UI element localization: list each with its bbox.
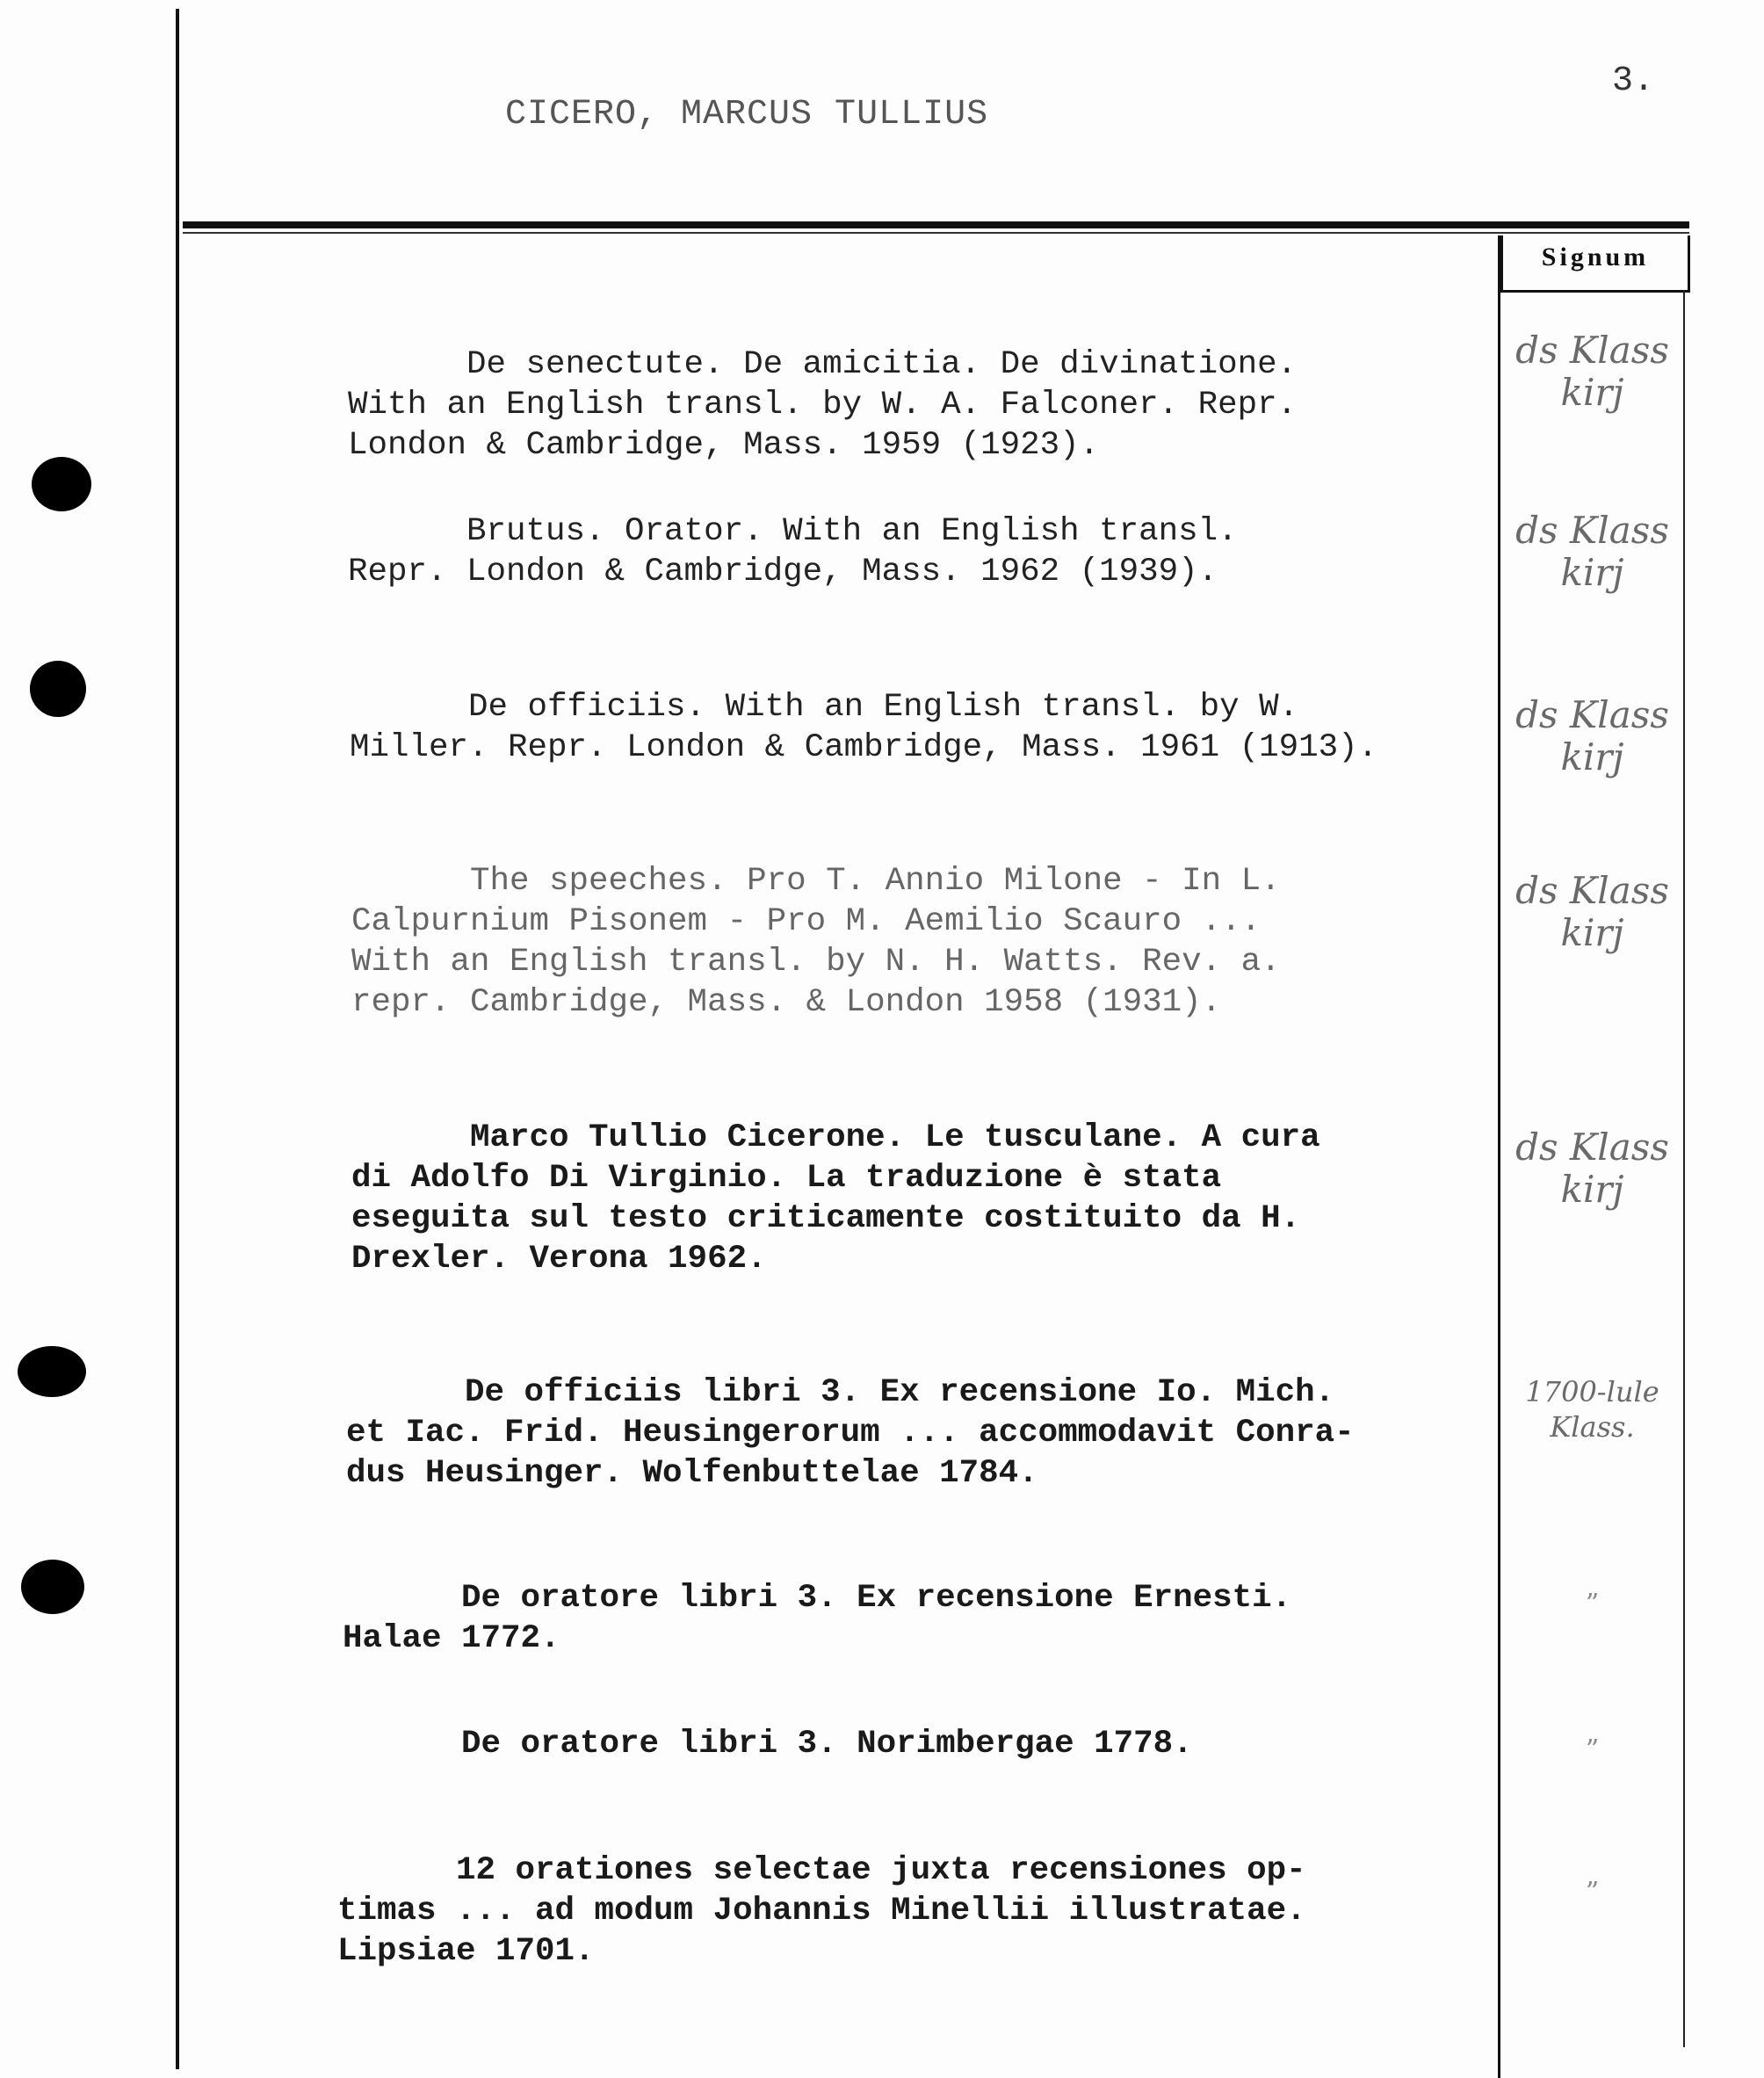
card-number: 3. [1612,62,1655,101]
catalog-entry: Brutus. Orator. With an English transl. Repr. London & Cambridge, Mass. 1962 (1939). [348,513,1238,590]
signum-handwritten: ds Klass kirj [1515,1126,1669,1211]
catalog-entry: The speeches. Pro T. Annio Milone - In L. Calpurnium Pisonem - Pro M. Aemilio Scauro ... With an English transl. by N. H. Watts. Rev. a. repr. Cambridge, Mass. & London 1958 (1931). [351,863,1281,1021]
author-heading: CICERO, MARCUS TULLIUS [505,95,989,134]
signum-handwritten: ds Klass kirj [1515,329,1669,414]
punch-hole [18,1346,86,1397]
signum-handwritten: ds Klass kirj [1515,693,1669,778]
signum-handwritten: ds Klass kirj [1515,509,1669,594]
catalog-entry: De senectute. De amicitia. De divinatione. With an English transl. by W. A. Falconer. Repr. London & Cambridge, Mass. 1959 (1923). [348,346,1298,464]
left-margin-rule [176,9,179,2069]
signum-header-box [1500,235,1690,293]
header-rule [183,221,1689,228]
signum-handwritten: 1700-lule Klass. [1525,1375,1659,1444]
catalog-entry: 12 orationes selectae juxta recensiones op- timas ... ad modum Johannis Minellii illustratae. Lipsiae 1701. [337,1852,1306,1970]
signum-label: Signum [1541,243,1650,272]
catalog-entry: De officiis libri 3. Ex recensione Io. Mich. et Iac. Frid. Heusingerorum ... accommodavit Conra- dus Heusinger. Wolfenbuttelae 1784. [346,1374,1355,1492]
signum-ditto: ” [1585,1877,1600,1908]
catalog-entry: De oratore libri 3. Norimbergae 1778. [343,1726,1193,1763]
signum-column-rule-right [1683,290,1685,2047]
signum-ditto: ” [1585,1589,1600,1619]
punch-hole [21,1560,84,1614]
catalog-entry: De officiis. With an English transl. by W. Miller. Repr. London & Cambridge, Mass. 1961 (1913). [350,689,1378,766]
punch-hole [32,457,91,511]
signum-ditto: ” [1585,1734,1600,1765]
header-rule-thin [183,232,1689,234]
catalog-entry: Marco Tullio Cicerone. Le tusculane. A cura di Adolfo Di Virginio. La traduzione è stata eseguita sul testo criticamente costituito da H. Drexler. Verona 1962. [351,1119,1320,1278]
signum-handwritten: ds Klass kirj [1515,869,1669,954]
catalog-entry: De oratore libri 3. Ex recensione Ernesti. Halae 1772. [343,1580,1292,1657]
punch-hole [30,661,86,717]
